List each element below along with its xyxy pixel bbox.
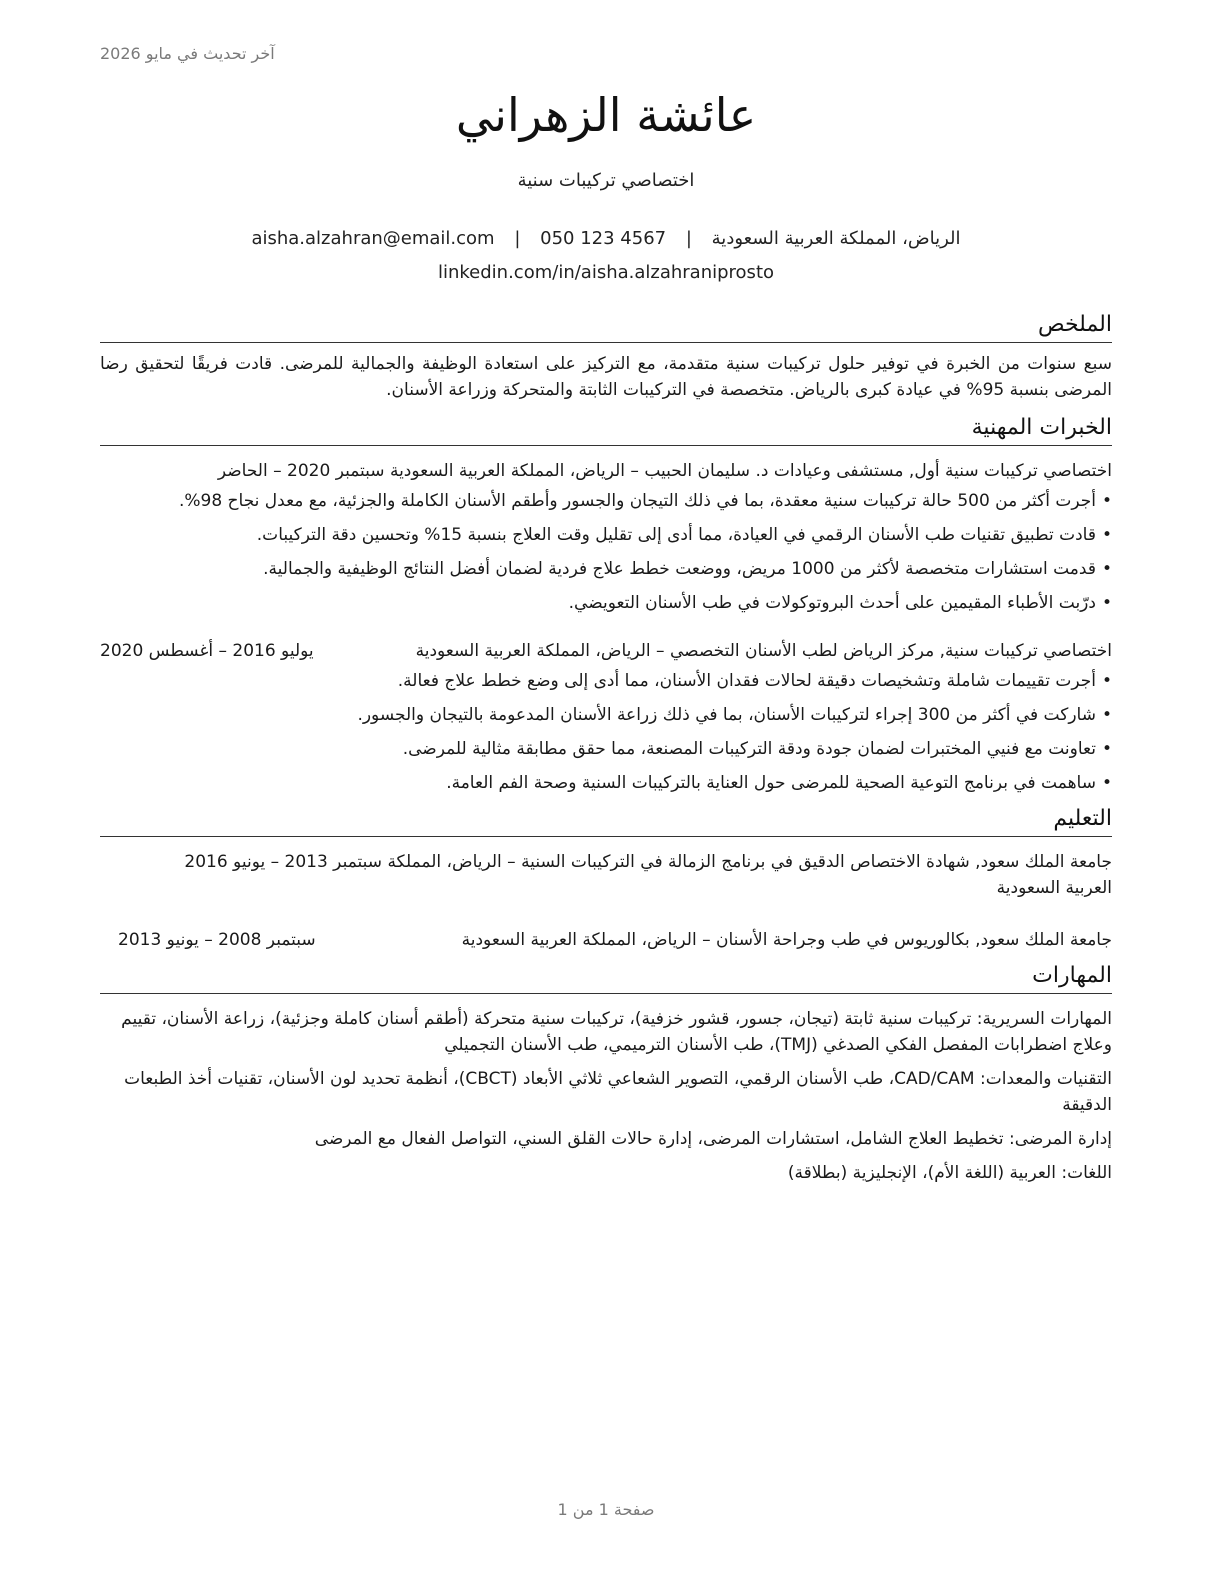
section-title-summary: الملخص [100, 310, 1112, 343]
education-entry [100, 927, 1112, 953]
section-title-skills: المهارات [100, 961, 1112, 994]
job-bullets [100, 668, 1112, 796]
email-link[interactable]: aisha.alzahran@email.com [251, 228, 495, 249]
list-item: • تعاونت مع فنيي المختبرات لضمان جودة ودقة التركيبات المصنعة، مما حقق مطابقة مثالية للمرضى. [100, 736, 1112, 762]
job-heading [100, 458, 1112, 484]
job-heading [100, 638, 1112, 664]
section-title-education: التعليم [100, 804, 1112, 837]
section-title-experience: الخبرات المهنية [100, 413, 1112, 446]
summary-text: سبع سنوات من الخبرة في توفير حلول تركيبات سنية متقدمة، مع التركيز على استعادة الوظيفة والجمالية للمرضى. قادت فريقًا لتحقيق رضا المرضى بنسبة 95% في عيادة كبرى بالرياض. متخصصة في التركيبات الثابتة والمتحركة وزراعة الأسنان. [100, 354, 1112, 400]
list-item: • قدمت استشارات متخصصة لأكثر من 1000 مريض، ووضعت خطط علاج فردية لضمان أفضل النتائج الوظيفية والجمالية. [100, 556, 1112, 582]
job-title-company: اختصاصي تركيبات سنية أول, مستشفى وعيادات د. سليمان الحبيب – الرياض، المملكة العربية السعودية [389, 461, 1112, 481]
education-degree: جامعة الملك سعود, شهادة الاختصاص الدقيق في برنامج الزمالة في التركيبات السنية – الرياض، المملكة [387, 852, 1112, 872]
page-number: صفحة 1 من 1 [557, 1500, 655, 1519]
list-item: • درّبت الأطباء المقيمين على أحدث البروتوكولات في طب الأسنان التعويضي. [100, 590, 1112, 616]
skill-line: إدارة المرضى: تخطيط العلاج الشامل، استشارات المرضى، إدارة حالات القلق السني، التواصل الفعال مع المرضى [314, 1129, 1112, 1149]
separator: | [514, 228, 521, 249]
list-item: • أجرت أكثر من 500 حالة تركيبات سنية معقدة، بما في ذلك التيجان والجسور وأطقم الأسنان الكاملة والجزئية، مع معدل نجاح 98%. [100, 488, 1112, 514]
education-degree: جامعة الملك سعود, بكالوريوس في طب وجراحة الأسنان – الرياض، المملكة العربية السعودية [461, 930, 1112, 950]
job-dates: سبتمبر 2020 – الحاضر [217, 461, 385, 481]
education-heading [100, 849, 1112, 875]
education-degree-continued: العربية السعودية [996, 878, 1112, 898]
resume-page [100, 0, 1112, 1584]
spacer [100, 624, 1112, 638]
contact-line [100, 222, 1112, 256]
candidate-role: اختصاصي تركيبات سنية [517, 170, 695, 191]
job-entry [100, 638, 1112, 796]
list-item: • شاركت في أكثر من 300 إجراء لتركيبات الأسنان، بما في ذلك زراعة الأسنان المدعومة بالتيجان والجسور. [100, 702, 1112, 728]
list-item: • ساهمت في برنامج التوعية الصحية للمرضى حول العناية بالتركيبات السنية وصحة الفم العامة. [100, 770, 1112, 796]
last-updated: آخر تحديث في مايو 2026 [100, 44, 275, 63]
location: الرياض، المملكة العربية السعودية [711, 228, 961, 249]
candidate-name: عائشة الزهراني [455, 88, 757, 142]
job-bullets [100, 488, 1112, 616]
skill-line: التقنيات والمعدات: CAD/CAM، طب الأسنان الرقمي، التصوير الشعاعي ثلاثي الأبعاد (CBCT)، أنظمة تحديد لون الأسنان، تقنيات أخذ الطبعات الدقيقة [124, 1069, 1112, 1115]
education-dates: سبتمبر 2013 – يونيو 2016 [184, 852, 383, 872]
job-dates: يوليو 2016 – أغسطس 2020 [100, 641, 314, 661]
skill-line: المهارات السريرية: تركيبات سنية ثابتة (تيجان، جسور، قشور خزفية)، تركيبات سنية متحركة (أطقم أسنان كاملة وجزئية)، زراعة الأسنان، تقييم وعلاج اضطرابات المفصل الفكي الصدغي (TMJ)، طب الأسنان الترميمي، طب الأسنان التجميلي [121, 1009, 1112, 1055]
skill-line: اللغات: العربية (اللغة الأم)، الإنجليزية (بطلاقة) [787, 1163, 1112, 1183]
list-item: • أجرت تقييمات شاملة وتشخيصات دقيقة لحالات فقدان الأسنان، مما أدى إلى وضع خطط علاج فعالة. [100, 668, 1112, 694]
education-entry [100, 849, 1112, 901]
education-dates: سبتمبر 2008 – يونيو 2013 [118, 930, 316, 950]
linkedin-link[interactable]: linkedin.com/in/aisha.alzahraniprosto [437, 262, 775, 283]
contact-block [100, 222, 1112, 290]
spacer [100, 953, 1112, 961]
phone-number: 050 123 4567 [540, 228, 667, 249]
resume-content [100, 310, 1112, 1194]
separator: | [685, 228, 692, 249]
job-title-company: اختصاصي تركيبات سنية, مركز الرياض لطب الأسنان التخصصي – الرياض، المملكة العربية السعودية [415, 641, 1112, 661]
list-item: • قادت تطبيق تقنيات طب الأسنان الرقمي في العيادة، مما أدى إلى تقليل وقت العلاج بنسبة 15% وتحسين دقة التركيبات. [100, 522, 1112, 548]
job-entry [100, 458, 1112, 616]
